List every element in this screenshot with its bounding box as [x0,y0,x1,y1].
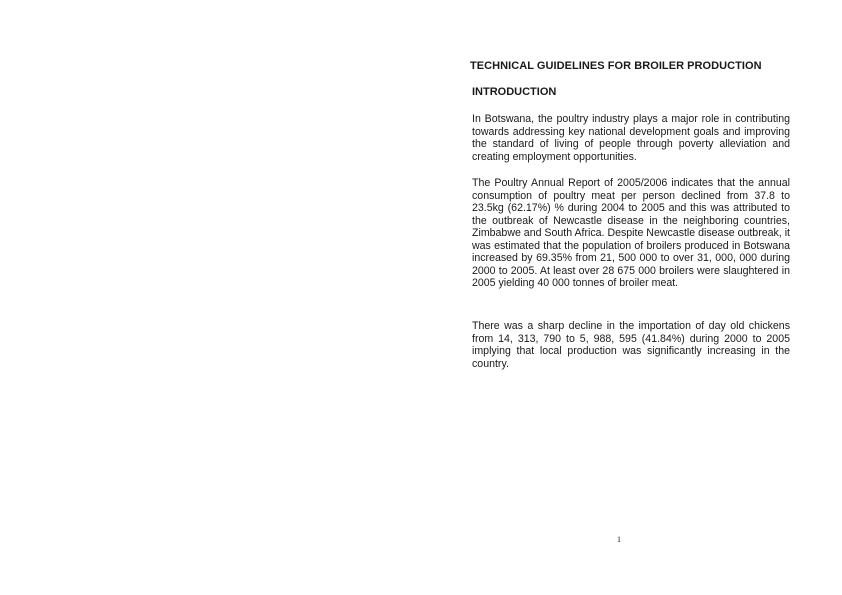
page-number: 1 [617,535,621,544]
paragraph-imports: There was a sharp decline in the importation of day old chickens from 14, 313, 790 to 5, 988, 595 (41.84%) during 2000 to 2005 implying that local production was significantly increasing in the country. [472,320,790,370]
paragraph-annual-report: The Poultry Annual Report of 2005/2006 indicates that the annual consumption of poultry meat per person declined from 37.8 to 23.5kg (62.17%) % during 2004 to 2005 and this was attributed to the outbreak of Newcastle disease in the neighboring countries, Zimbabwe and South Africa. Despite Newcastle disease outbreak, it was estimated that the population of broilers produced in Botswana increased by 69.35% from 21, 500 000 to over 31, 000, 000 during 2000 to 2005. At least over 28 675 000 broilers were slaughtered in 2005 yielding 40 000 tonnes of broiler meat. [472,177,790,289]
paragraph-intro: In Botswana, the poultry industry plays a major role in contributing towards addressing key national development goals and improving the standard of living of people through poverty alleviation and creating employment opportunities. [472,113,790,163]
section-heading: INTRODUCTION [472,86,557,98]
document-title: TECHNICAL GUIDELINES FOR BROILER PRODUCTION [470,60,762,72]
